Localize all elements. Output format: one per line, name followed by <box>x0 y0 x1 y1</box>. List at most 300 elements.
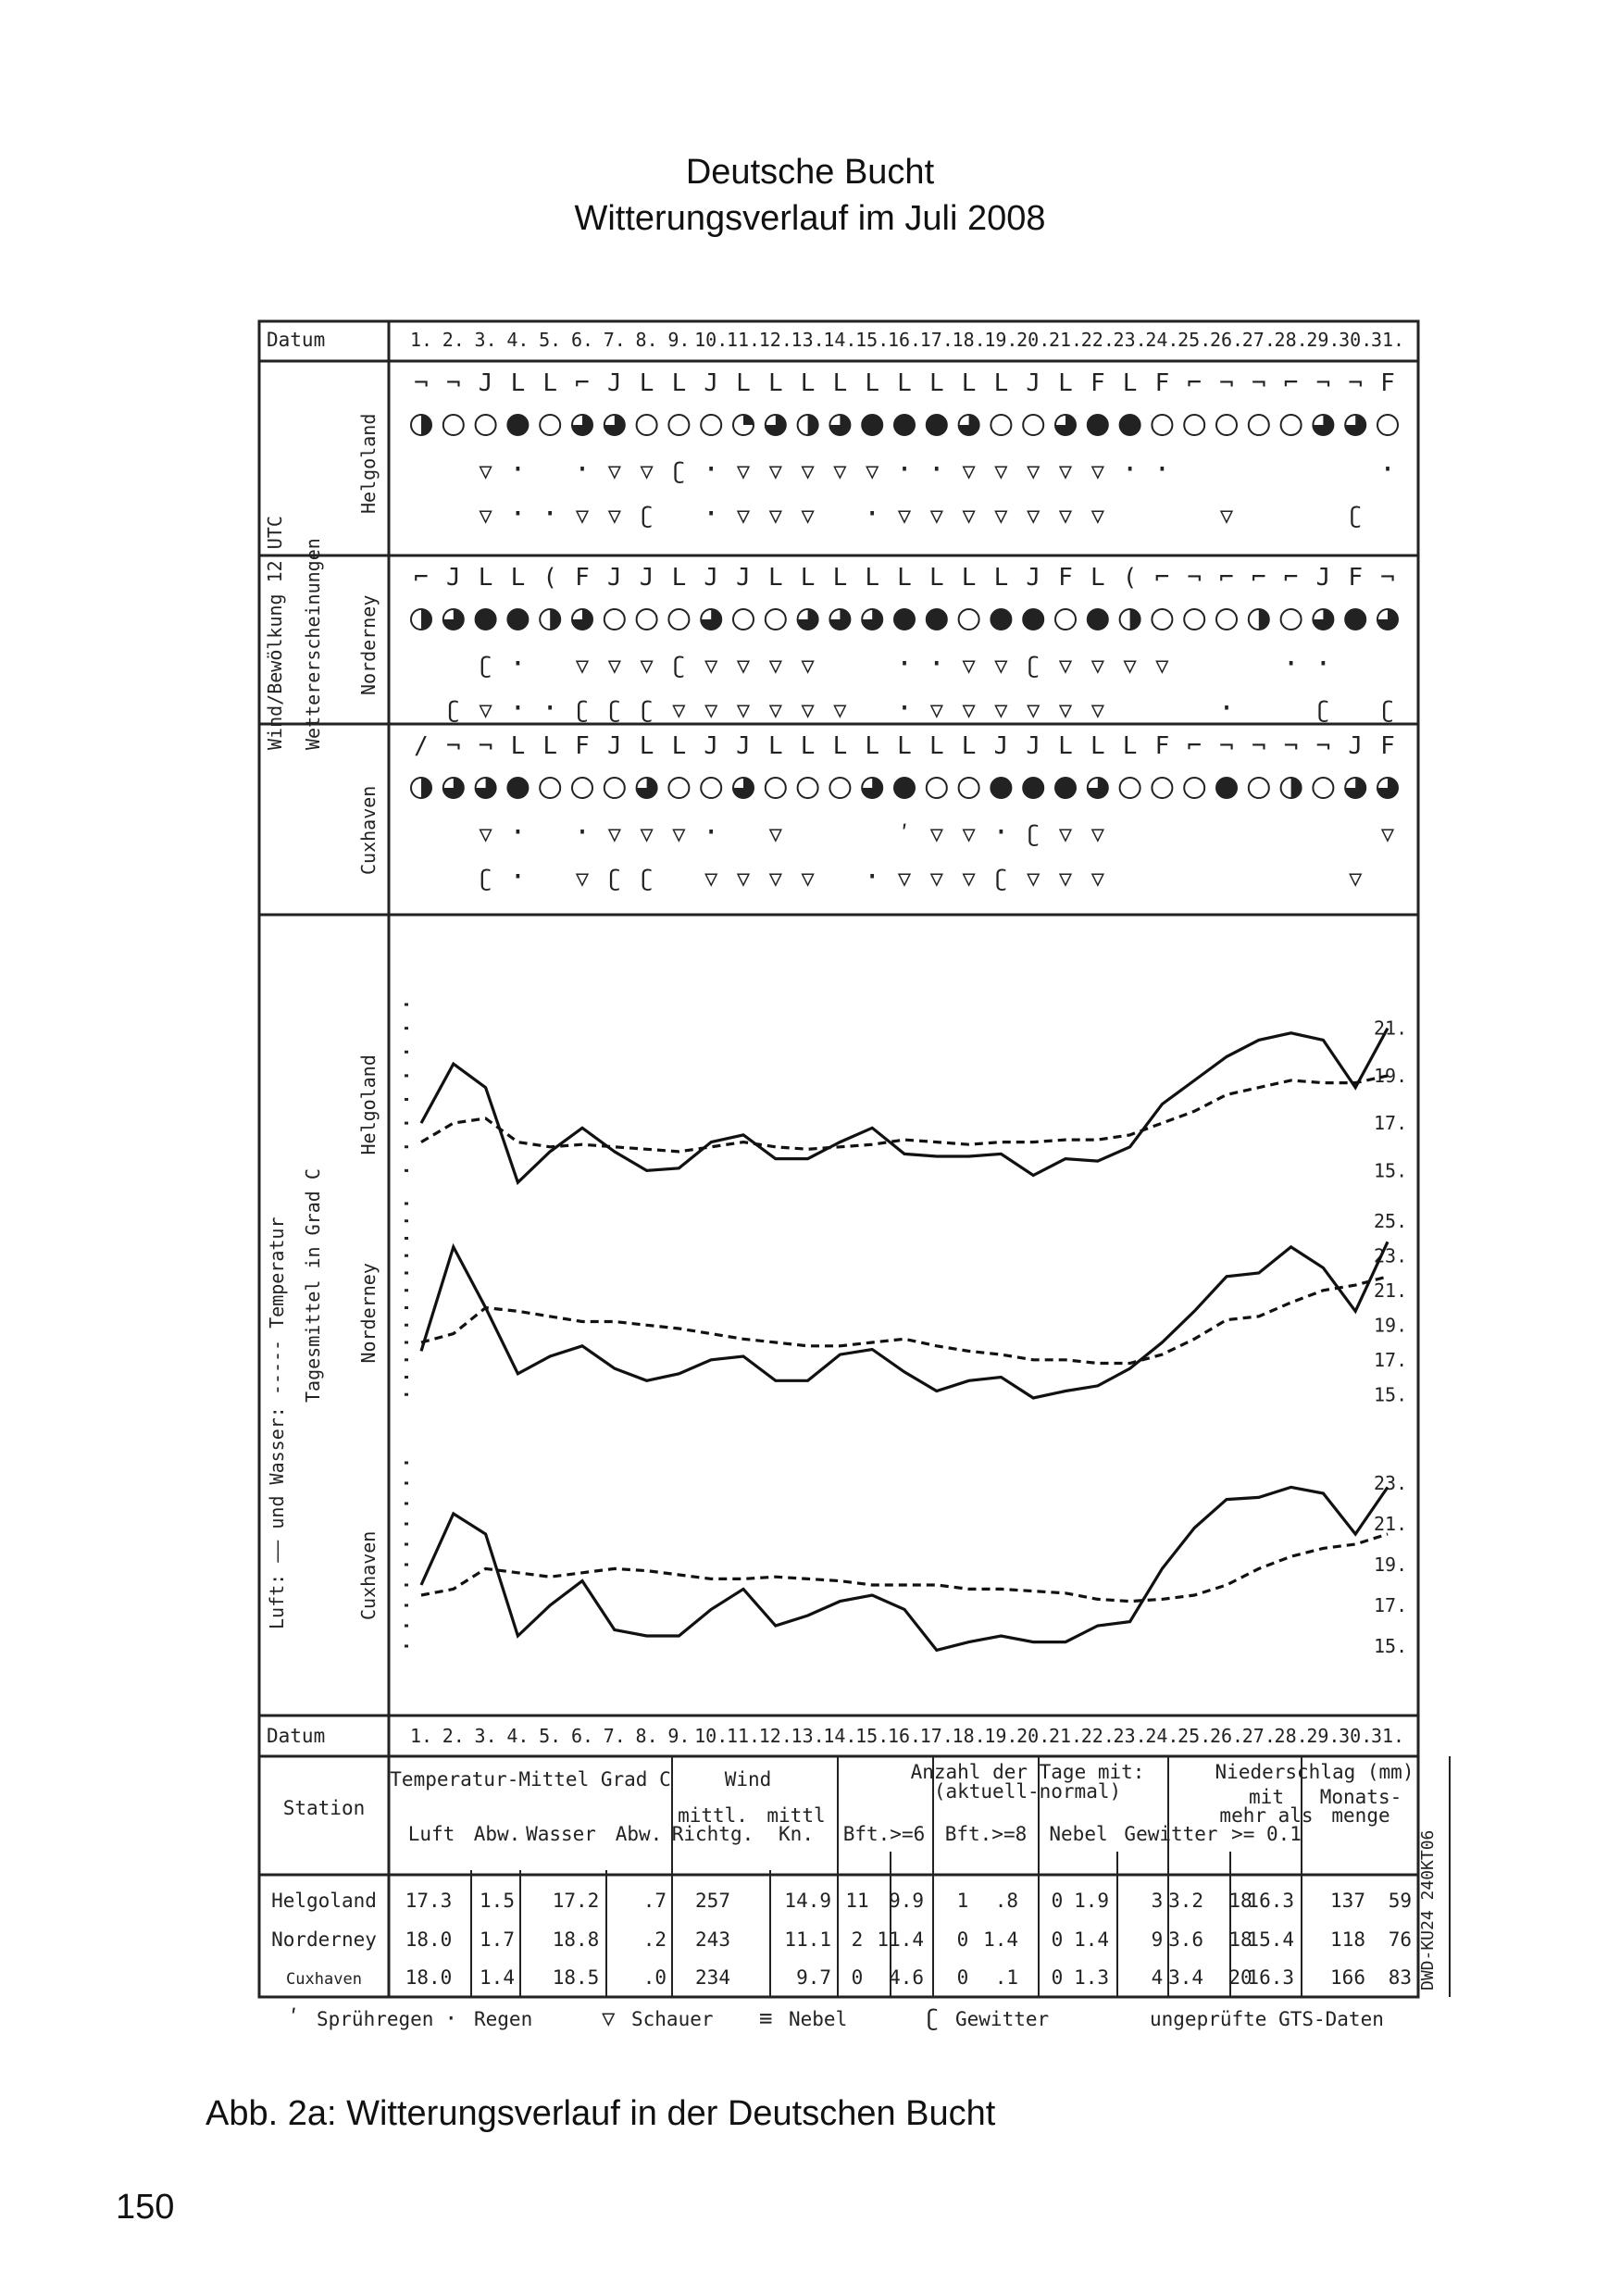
table-header-temp: Temperatur-Mittel Grad C <box>390 1768 671 1791</box>
wind-symbol: ¬ <box>1380 564 1395 592</box>
wind-symbol: J <box>736 564 751 592</box>
day-tick-label-bottom: 8. <box>635 1725 658 1747</box>
cloud-cover-symbol <box>1120 778 1140 798</box>
day-tick-label-bottom: 9. <box>667 1725 691 1747</box>
cloud-cover-symbol <box>540 415 560 435</box>
weather-phenomenon: ▽ <box>575 653 590 679</box>
series-air-temp-line <box>421 1487 1388 1650</box>
wind-symbol: L <box>736 369 751 397</box>
table-header-anzahl-sub: (aktuell-normal) <box>933 1780 1122 1803</box>
wind-symbol: L <box>800 369 816 397</box>
wind-symbol: J <box>993 732 1009 760</box>
day-tick-label-bottom: 7. <box>603 1725 626 1747</box>
wind-symbol: ⌐ <box>575 369 590 397</box>
day-tick-label-bottom: 31. <box>1370 1725 1405 1747</box>
wind-symbol: J <box>704 369 719 397</box>
weather-phenomenon: ▽ <box>768 653 783 679</box>
table-header-mit: mit <box>1249 1786 1284 1808</box>
weather-phenomenon: ▽ <box>672 821 686 847</box>
datum-label-bottom: Datum <box>267 1725 326 1747</box>
wind-symbol: ¬ <box>445 732 461 760</box>
y-tick-mark <box>405 1462 408 1465</box>
day-tick-label-top: 28. <box>1274 329 1308 351</box>
wind-symbol: ⌐ <box>1187 369 1203 397</box>
y-tick-label: 19. <box>1374 1314 1408 1337</box>
table-cell-wasser-abw: .0 <box>642 1966 667 1989</box>
cloud-cover-symbol <box>1249 778 1269 798</box>
table-header-monats: Monats- <box>1319 1786 1402 1808</box>
weather-phenomenon: ▽ <box>1058 697 1073 723</box>
legend-label: Sprühregen <box>317 2008 434 2030</box>
weather-phenomenon: ʗ <box>640 697 654 723</box>
cloud-cover-fill <box>1023 778 1043 798</box>
legend-label: Schauer <box>631 2008 714 2030</box>
weather-phenomenon: ▽ <box>1123 653 1137 679</box>
table-cell-menge-normal: 83 <box>1388 1966 1412 1989</box>
cloud-cover-symbol <box>637 609 657 630</box>
cloud-cover-symbol <box>1152 609 1172 630</box>
table-cell-wasser-abw: .7 <box>642 1890 667 1912</box>
weather-phenomenon: · <box>1121 454 1139 486</box>
weather-phenomenon: · <box>895 648 914 680</box>
cloud-cover-fill <box>421 778 431 798</box>
wind-symbol: L <box>865 732 880 760</box>
cloud-cover-symbol <box>476 415 496 435</box>
table-cell-wind-kn: 9.7 <box>796 1966 831 1989</box>
wind-symbol: L <box>510 564 526 592</box>
cloud-cover-symbol <box>637 415 657 435</box>
weather-phenomenon: · <box>1153 454 1171 486</box>
y-tick-mark <box>405 1145 408 1148</box>
day-tick-label-top: 18. <box>952 329 986 351</box>
wind-symbol: F <box>1380 369 1395 397</box>
wind-symbol: L <box>961 564 977 592</box>
wind-symbol: ( <box>1122 564 1138 592</box>
table-cell-bft6-normal: 11.4 <box>877 1928 924 1951</box>
weather-phenomenon: ▽ <box>801 866 815 892</box>
cloud-cover-symbol <box>604 778 625 798</box>
wind-symbol: L <box>767 732 783 760</box>
weather-phenomenon: · <box>703 454 720 486</box>
legend-symbol: ʹ <box>287 2005 301 2031</box>
day-tick-label-bottom: 18. <box>952 1725 986 1747</box>
table-cell-niederschlag-actual: 18 <box>1228 1928 1252 1951</box>
weather-phenomenon: ▽ <box>1026 697 1041 723</box>
day-tick-label-top: 22. <box>1080 329 1115 351</box>
cloud-cover-symbol <box>1216 415 1237 435</box>
wind-symbol: ¬ <box>1315 369 1331 397</box>
weather-phenomenon: ▽ <box>736 458 751 484</box>
table-cell-bft6-normal: 4.6 <box>889 1966 924 1989</box>
table-cell-nebel-actual: 0 <box>1051 1928 1064 1951</box>
table-cell-niederschlag-normal: 16.3 <box>1247 1966 1294 1989</box>
y-tick-mark <box>405 1584 408 1587</box>
weather-phenomenon: · <box>542 498 559 530</box>
weather-phenomenon: ▽ <box>929 866 944 892</box>
table-cell-wind-kn: 11.1 <box>784 1928 831 1951</box>
wind-symbol: L <box>1090 564 1105 592</box>
wind-symbol: J <box>1348 732 1364 760</box>
weather-phenomenon: ▽ <box>994 653 1008 679</box>
wind-symbol: L <box>1058 369 1073 397</box>
day-tick-label-bottom: 30. <box>1339 1725 1373 1747</box>
table-cell-nebel-normal: 1.3 <box>1074 1966 1109 1989</box>
wind-symbol: ¬ <box>1187 564 1203 592</box>
cloud-cover-symbol <box>1281 609 1302 630</box>
cloud-cover-fill <box>1023 609 1043 630</box>
y-tick-label: 19. <box>1374 1554 1408 1576</box>
y-tick-mark <box>405 1289 408 1292</box>
wind-symbol: F <box>575 564 590 592</box>
y-tick-label: 17. <box>1374 1348 1408 1371</box>
wind-symbol: J <box>1315 564 1331 592</box>
table-cell-wind-richtung: 234 <box>695 1966 730 1989</box>
day-tick-label-top: 13. <box>791 329 825 351</box>
y-tick-mark <box>405 1376 408 1379</box>
table-cell-niederschlag-actual: 18 <box>1228 1890 1252 1912</box>
day-tick-label-bottom: 24. <box>1145 1725 1179 1747</box>
table-cell-bft6-actual: 2 <box>851 1928 864 1951</box>
wind-symbol: L <box>1122 732 1138 760</box>
weather-phenomenon: ▽ <box>704 653 718 679</box>
weather-phenomenon: ʗ <box>640 866 654 892</box>
wind-symbol: L <box>928 564 944 592</box>
table-cell-menge-actual: 118 <box>1330 1928 1365 1951</box>
weather-phenomenon: ▽ <box>1058 866 1073 892</box>
cloud-cover-fill <box>894 609 915 630</box>
weather-station-label: Norderney <box>357 594 380 695</box>
table-cell-menge-normal: 76 <box>1388 1928 1412 1951</box>
weather-phenomenon: · <box>928 648 945 680</box>
wind-symbol: F <box>1090 369 1105 397</box>
day-tick-label-bottom: 21. <box>1048 1725 1083 1747</box>
day-tick-label-top: 20. <box>1016 329 1051 351</box>
weather-phenomenon: · <box>509 861 527 893</box>
day-tick-label-top: 16. <box>887 329 922 351</box>
weather-phenomenon: ▽ <box>929 697 944 723</box>
day-tick-label-top: 8. <box>635 329 658 351</box>
y-tick-mark <box>405 1482 408 1485</box>
side-code: DWD-KU24 240KT06 <box>1418 1829 1438 1990</box>
weather-section-label: Wind/Bewölkung 12 UTC <box>264 516 286 750</box>
wind-symbol: ⌐ <box>1187 732 1203 760</box>
day-tick-label-top: 27. <box>1241 329 1276 351</box>
table-header-wasser: Wasser <box>526 1823 596 1845</box>
cloud-cover-fill <box>927 609 947 630</box>
wind-symbol: J <box>704 564 719 592</box>
wind-symbol: ( <box>542 564 558 592</box>
table-cell-gewitter-actual: 4 <box>1151 1966 1164 1989</box>
y-tick-label: 23. <box>1374 1244 1408 1267</box>
cloud-cover-fill <box>1130 609 1140 630</box>
weather-phenomenon: · <box>573 454 592 486</box>
day-tick-label-bottom: 27. <box>1241 1725 1276 1747</box>
cloud-cover-fill <box>476 609 496 630</box>
cloud-cover-symbol <box>701 415 721 435</box>
table-header-abw1: Abw. <box>473 1823 521 1845</box>
wind-symbol: ¬ <box>1219 369 1234 397</box>
table-header-wind-kn: Kn. <box>779 1823 814 1845</box>
weather-phenomenon: ▽ <box>1026 503 1041 529</box>
weather-phenomenon: · <box>509 498 527 530</box>
weather-phenomenon: ▽ <box>736 866 751 892</box>
weather-phenomenon: ʗ <box>994 866 1008 892</box>
y-tick-mark <box>405 1503 408 1505</box>
wind-symbol: L <box>542 732 558 760</box>
wind-symbol: L <box>832 564 848 592</box>
table-cell-luft: 18.0 <box>405 1966 453 1989</box>
cloud-cover-fill <box>991 609 1011 630</box>
weather-phenomenon: ▽ <box>1380 821 1395 847</box>
table-row-station: Norderney <box>271 1928 377 1951</box>
weather-phenomenon: ▽ <box>704 697 718 723</box>
wind-symbol: ⌐ <box>1283 564 1299 592</box>
cloud-cover-symbol <box>1152 415 1172 435</box>
table-cell-menge-actual: 137 <box>1330 1890 1365 1912</box>
y-tick-label: 21. <box>1374 1017 1408 1040</box>
wind-symbol: L <box>671 564 687 592</box>
weather-phenomenon: ▽ <box>897 503 912 529</box>
weather-phenomenon: · <box>1378 454 1397 486</box>
weather-station-label: Cuxhaven <box>357 785 380 875</box>
cloud-cover-fill <box>507 415 528 435</box>
weather-phenomenon: ʗ <box>607 697 622 723</box>
day-tick-label-top: 17. <box>919 329 953 351</box>
wind-symbol: L <box>671 732 687 760</box>
weather-phenomenon: ▽ <box>1058 458 1073 484</box>
legend-symbol: · <box>444 2005 458 2031</box>
wind-symbol: J <box>639 564 654 592</box>
cloud-cover-symbol <box>604 609 625 630</box>
day-tick-label-bottom: 16. <box>887 1725 922 1747</box>
legend-label: Regen <box>474 2008 533 2030</box>
weather-phenomenon: ▽ <box>801 458 815 484</box>
weather-phenomenon: ▽ <box>1090 653 1105 679</box>
day-tick-label-bottom: 19. <box>984 1725 1018 1747</box>
weather-phenomenon: ▽ <box>1090 821 1105 847</box>
table-cell-bft6-actual: 0 <box>851 1966 864 1989</box>
wind-symbol: L <box>993 564 1009 592</box>
table-cell-luft-abw: 1.7 <box>480 1928 515 1951</box>
cloud-cover-symbol <box>959 609 979 630</box>
y-tick-label: 17. <box>1374 1112 1408 1135</box>
weather-phenomenon: ▽ <box>768 458 783 484</box>
day-tick-label-top: 9. <box>667 329 691 351</box>
cloud-cover-symbol <box>701 778 721 798</box>
y-tick-mark <box>405 1272 408 1275</box>
y-tick-mark <box>405 1358 408 1361</box>
day-tick-label-bottom: 29. <box>1306 1725 1340 1747</box>
day-tick-label-top: 11. <box>726 329 761 351</box>
wind-symbol: L <box>897 564 912 592</box>
weather-phenomenon: ▽ <box>479 697 492 723</box>
table-cell-luft: 17.3 <box>405 1890 453 1912</box>
page-title-line1: Deutsche Bucht <box>685 153 935 192</box>
day-tick-label-top: 26. <box>1209 329 1244 351</box>
y-tick-mark <box>405 1645 408 1648</box>
wind-symbol: L <box>510 369 526 397</box>
wind-symbol: L <box>542 369 558 397</box>
weather-phenomenon: ʗ <box>575 697 590 723</box>
day-tick-label-top: 3. <box>474 329 497 351</box>
table-row-station: Helgoland <box>271 1890 377 1912</box>
weather-phenomenon: · <box>992 817 1010 849</box>
weather-phenomenon: ▽ <box>1090 866 1105 892</box>
day-tick-label-top: 19. <box>984 329 1018 351</box>
wind-symbol: J <box>704 732 719 760</box>
cloud-cover-symbol <box>959 778 979 798</box>
weather-phenomenon: ▽ <box>994 458 1008 484</box>
y-tick-mark <box>405 1219 408 1222</box>
table-cell-bft8-normal: .1 <box>994 1966 1018 1989</box>
day-tick-label-bottom: 17. <box>919 1725 953 1747</box>
cloud-cover-symbol <box>1281 415 1302 435</box>
weather-phenomenon: ▽ <box>1155 653 1169 679</box>
weather-phenomenon: · <box>509 817 527 849</box>
weather-phenomenon: · <box>1282 648 1300 680</box>
weather-phenomenon: ▽ <box>479 458 492 484</box>
day-tick-label-top: 14. <box>823 329 857 351</box>
table-cell-bft6-actual: 11 <box>845 1890 869 1912</box>
wind-symbol: L <box>1122 369 1138 397</box>
table-header-mehr-als: mehr als <box>1219 1804 1314 1827</box>
day-tick-label-bottom: 11. <box>726 1725 761 1747</box>
wind-symbol: J <box>445 564 461 592</box>
cloud-cover-symbol <box>1313 778 1333 798</box>
wind-symbol: L <box>961 369 977 397</box>
cloud-cover-fill <box>991 778 1011 798</box>
weather-phenomenon: ʗ <box>607 866 622 892</box>
day-tick-label-bottom: 26. <box>1209 1725 1244 1747</box>
weather-phenomenon: ▽ <box>607 458 622 484</box>
cloud-cover-symbol <box>443 415 464 435</box>
cloud-cover-symbol <box>766 778 786 798</box>
weather-phenomenon: ▽ <box>897 866 912 892</box>
weather-phenomenon: ▽ <box>768 866 783 892</box>
day-tick-label-top: 25. <box>1178 329 1212 351</box>
table-header-luft: Luft <box>407 1823 455 1845</box>
y-tick-mark <box>405 1098 408 1101</box>
weather-phenomenon: · <box>928 454 945 486</box>
weather-phenomenon: ▽ <box>768 503 783 529</box>
wind-symbol: L <box>961 732 977 760</box>
weather-phenomenon: ▽ <box>640 458 654 484</box>
y-tick-mark <box>405 1169 408 1172</box>
y-tick-label: 15. <box>1374 1635 1408 1657</box>
table-cell-bft8-normal: .8 <box>994 1890 1018 1912</box>
temp-section-label: Luft: —— und Wasser: ----- Temperatur <box>266 1217 288 1629</box>
page-number: 150 <box>116 2188 175 2227</box>
wind-symbol: L <box>800 732 816 760</box>
weather-phenomenon: ▽ <box>801 697 815 723</box>
cloud-cover-fill <box>1120 415 1140 435</box>
wind-symbol: L <box>478 564 493 592</box>
cloud-cover-fill <box>507 609 528 630</box>
cloud-cover-symbol <box>1184 609 1204 630</box>
wind-symbol: L <box>928 369 944 397</box>
cloud-cover-symbol <box>798 778 818 798</box>
wind-symbol: F <box>1348 564 1364 592</box>
wind-symbol: L <box>865 369 880 397</box>
weather-phenomenon: ʗ <box>479 866 492 892</box>
weather-phenomenon: ▽ <box>1090 458 1105 484</box>
table-cell-wasser: 17.2 <box>552 1890 600 1912</box>
wind-symbol: L <box>993 369 1009 397</box>
legend-label: Gewitter <box>955 2008 1050 2030</box>
weather-phenomenon: ▽ <box>833 697 847 723</box>
wind-symbol: L <box>767 369 783 397</box>
day-tick-label-bottom: 20. <box>1016 1725 1051 1747</box>
weather-phenomenon: ʗ <box>1348 503 1363 529</box>
y-tick-mark <box>405 1625 408 1628</box>
weather-phenomenon: · <box>1315 648 1332 680</box>
table-header-nebel: Nebel <box>1049 1823 1108 1845</box>
wind-symbol: L <box>1090 732 1105 760</box>
day-tick-label-bottom: 10. <box>694 1725 729 1747</box>
weather-phenomenon: ʗ <box>1380 697 1395 723</box>
weather-phenomenon: ▽ <box>768 821 783 847</box>
y-tick-mark <box>405 1122 408 1125</box>
y-tick-mark <box>405 1203 408 1205</box>
day-tick-label-top: 7. <box>603 329 626 351</box>
weather-phenomenon: ▽ <box>768 697 783 723</box>
weather-phenomenon: ▽ <box>962 458 976 484</box>
wind-symbol: ¬ <box>1251 732 1266 760</box>
table-header-ge01: >= 0.1 <box>1231 1823 1302 1845</box>
table-header-bft6: Bft.>=6 <box>842 1823 926 1845</box>
weather-phenomenon: ▽ <box>962 503 976 529</box>
weather-phenomenon: ▽ <box>1058 503 1073 529</box>
weather-phenomenon: · <box>895 454 914 486</box>
wind-symbol: L <box>1058 732 1073 760</box>
cloud-cover-symbol <box>927 778 947 798</box>
weather-phenomenon: · <box>864 498 881 530</box>
day-tick-label-top: 21. <box>1048 329 1083 351</box>
wind-symbol: J <box>606 369 622 397</box>
day-tick-label-bottom: 22. <box>1080 1725 1115 1747</box>
cloud-cover-fill <box>743 415 754 425</box>
weather-phenomenon: ▽ <box>994 697 1008 723</box>
cloud-cover-symbol <box>1184 778 1204 798</box>
wind-symbol: ¬ <box>1219 732 1234 760</box>
table-cell-niederschlag-normal: 15.4 <box>1247 1928 1294 1951</box>
day-tick-label-top: 10. <box>694 329 729 351</box>
weather-phenomenon: ▽ <box>1090 697 1105 723</box>
weather-phenomenon: ▽ <box>479 821 492 847</box>
weather-phenomenon: · <box>895 693 914 725</box>
figure-caption: Abb. 2a: Witterungsverlauf in der Deutschen Bucht <box>206 2094 996 2133</box>
wind-symbol: J <box>1026 564 1041 592</box>
weather-phenomenon: ▽ <box>736 697 751 723</box>
day-tick-label-bottom: 12. <box>758 1725 792 1747</box>
weather-section-sublabel: Wettererscheinungen <box>302 538 324 750</box>
table-cell-luft-abw: 1.5 <box>480 1890 515 1912</box>
table-row-station: Cuxhaven <box>286 1970 362 1989</box>
legend-symbol: ʗ <box>926 2005 940 2031</box>
table-header-gewitter: Gewitter <box>1124 1823 1218 1845</box>
y-tick-mark <box>405 1051 408 1054</box>
weather-phenomenon: ʗ <box>640 503 654 529</box>
weather-phenomenon: ▽ <box>607 821 622 847</box>
weather-phenomenon: ▽ <box>929 821 944 847</box>
temp-station-label: Helgoland <box>357 1054 380 1155</box>
weather-phenomenon: ▽ <box>962 653 976 679</box>
y-tick-mark <box>405 1306 408 1309</box>
weather-phenomenon: ▽ <box>736 503 751 529</box>
weather-phenomenon: · <box>1217 693 1236 725</box>
wind-symbol: ⌐ <box>1154 564 1170 592</box>
weather-phenomenon: ▽ <box>479 503 492 529</box>
